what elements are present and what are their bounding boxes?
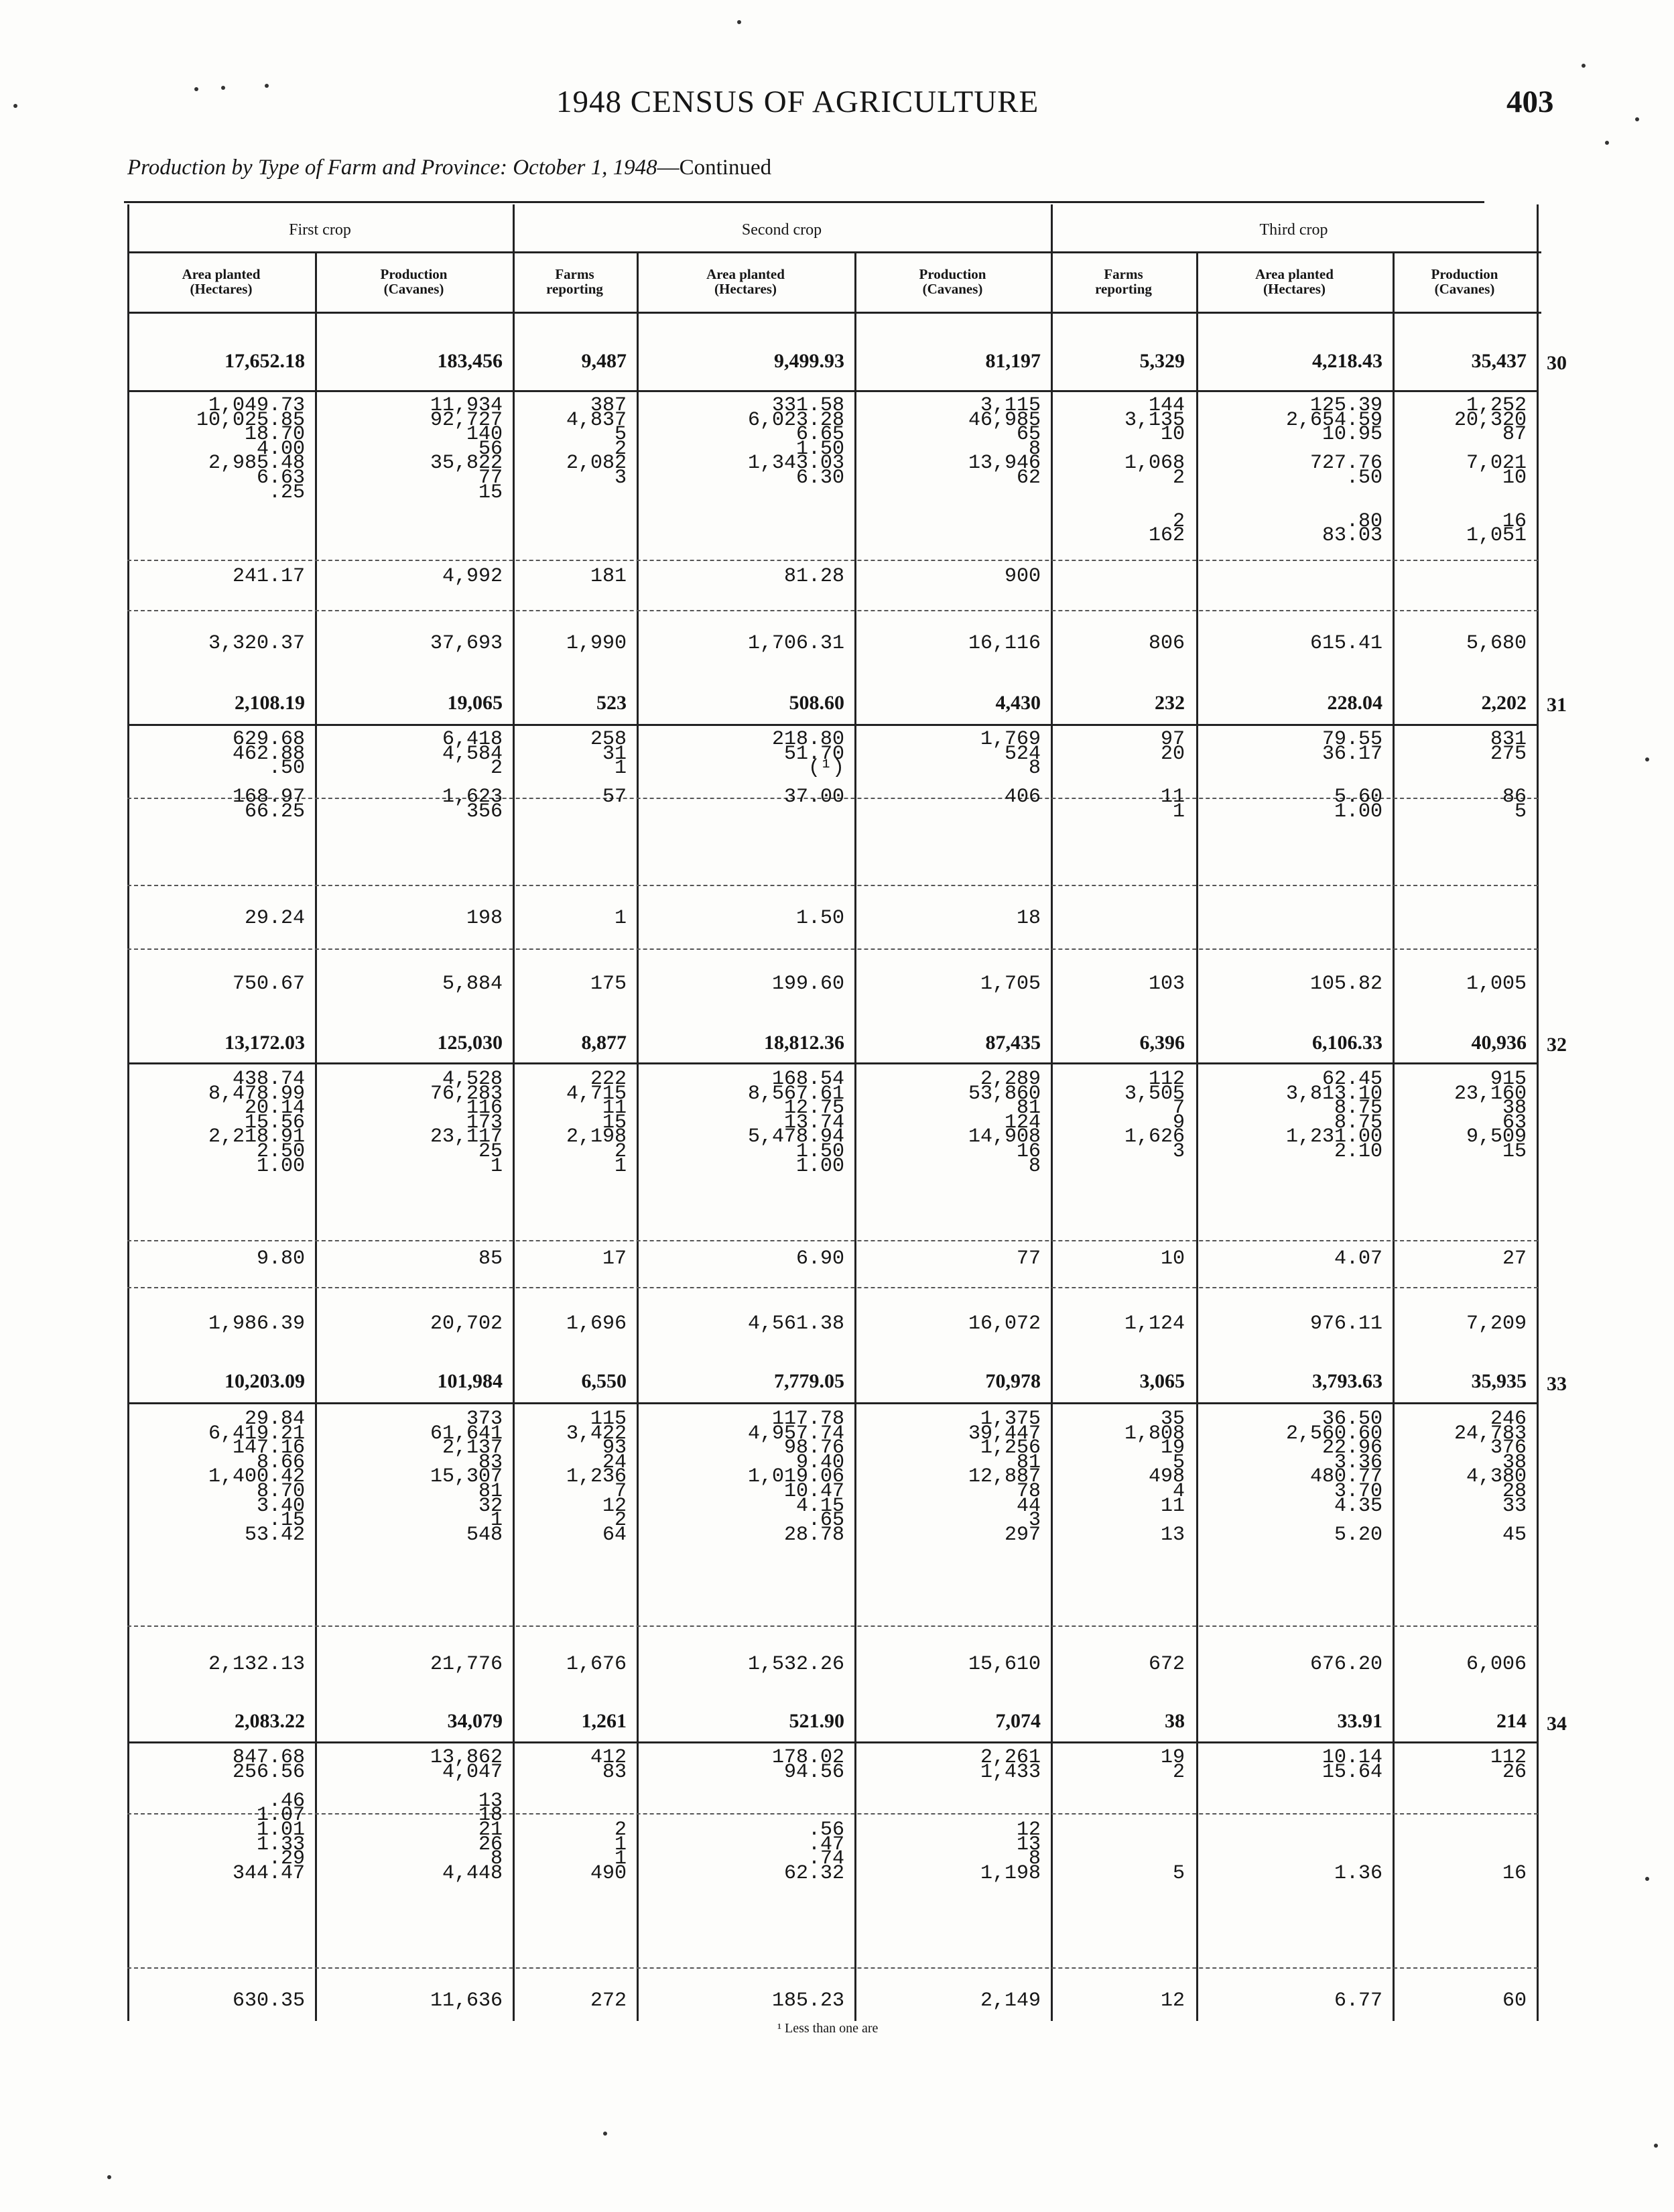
detail-cell: 6.77 [1334, 1989, 1382, 2012]
detail-cell: 976.11 [1309, 1312, 1382, 1335]
group-heading-first-crop: First crop [289, 221, 351, 239]
detail-column: 10.14 15.64 1.36 [1322, 1746, 1382, 1885]
detail-column: 178.02 94.56 .56 .47 .74 62.32 [771, 1746, 844, 1885]
header-bottom-rule [127, 312, 1541, 314]
detail-cell: 241.17 [232, 565, 305, 588]
section-rule [127, 390, 1538, 392]
total-cell: 228.04 [1327, 692, 1382, 714]
detail-column: 168.54 8,567.61 12.75 13.74 5,478.94 1.50 1.00 [747, 1068, 844, 1178]
section-rule [127, 1062, 1538, 1064]
total-cell: 40,936 [1471, 1032, 1527, 1054]
scan-speck [737, 20, 741, 24]
section-index: 33 [1547, 1373, 1567, 1395]
detail-cell: 198 [466, 907, 503, 930]
detail-column: 79.55 36.17 5.60 1.00 [1322, 728, 1382, 823]
page-title: 1948 CENSUS OF AGRICULTURE [556, 84, 1039, 119]
detail-column: 915 23,160 38 63 9,509 15 [1454, 1068, 1527, 1163]
scan-speck [603, 2132, 607, 2136]
leader-rule [127, 948, 1538, 950]
total-cell: 521.90 [789, 1710, 844, 1732]
detail-cell: 2,132.13 [208, 1653, 305, 1676]
total-cell: 7,779.05 [774, 1370, 844, 1392]
detail-cell: 20,702 [430, 1312, 503, 1335]
detail-cell: 181 [590, 565, 627, 588]
column-heading: Area planted (Hectares) [1255, 266, 1334, 297]
section-index: 32 [1547, 1034, 1567, 1056]
total-cell: 35,437 [1471, 350, 1527, 372]
total-cell: 6,106.33 [1312, 1032, 1382, 1054]
detail-cell: 17 [602, 1247, 627, 1270]
table-top-rule [124, 201, 1484, 203]
detail-column: 115 3,422 93 24 1,236 7 12 2 64 [566, 1408, 627, 1546]
scan-speck [221, 86, 225, 90]
section-index: 34 [1547, 1713, 1567, 1735]
detail-cell: 1,990 [566, 632, 627, 655]
total-cell: 81,197 [985, 350, 1041, 372]
section-rule [127, 724, 1538, 726]
detail-column: 2,261 1,433 12 13 8 1,198 [980, 1746, 1041, 1885]
detail-column: 331.58 6,023.28 6.65 1.50 1,343.03 6.30 [747, 394, 844, 489]
total-cell: 2,108.19 [235, 692, 305, 714]
detail-column: 831 275 86 5 [1490, 728, 1527, 823]
group-rule [127, 251, 1541, 253]
total-cell: 33.91 [1337, 1710, 1382, 1732]
detail-cell: 1,676 [566, 1653, 627, 1676]
total-cell: 13,172.03 [224, 1032, 305, 1054]
detail-cell: 1,005 [1466, 973, 1527, 995]
detail-column: 246 24,783 376 38 4,380 28 33 45 [1454, 1408, 1527, 1546]
total-cell: 214 [1496, 1710, 1527, 1732]
total-cell: 1,261 [581, 1710, 627, 1732]
detail-cell: 1,706.31 [747, 632, 844, 655]
detail-column: 1,049.73 10,025.85 18.70 4.00 2,985.48 6.63 .25 [196, 394, 305, 504]
detail-column: 258 31 1 57 [590, 728, 627, 809]
section-rule [127, 1402, 1538, 1404]
detail-column: 11,934 92,727 140 56 35,822 77 15 [430, 394, 503, 504]
total-cell: 3,065 [1139, 1370, 1185, 1392]
total-cell: 8,877 [581, 1032, 627, 1054]
total-cell: 34,079 [447, 1710, 503, 1732]
detail-cell: 630.35 [232, 1989, 305, 2012]
detail-cell: 5,884 [442, 973, 503, 995]
detail-cell: 272 [590, 1989, 627, 2012]
leader-rule [127, 1287, 1538, 1288]
detail-cell: 672 [1148, 1653, 1185, 1676]
detail-column: 3,115 46,985 65 8 13,946 62 [968, 394, 1041, 489]
detail-column: 112 3,505 7 9 1,626 3 [1124, 1068, 1185, 1163]
column-heading: Farms reporting [546, 266, 603, 297]
detail-cell: 3,320.37 [208, 632, 305, 655]
detail-column: 4,528 76,283 116 173 23,117 25 1 [430, 1068, 503, 1178]
column-heading: Production (Cavanes) [380, 266, 448, 297]
total-cell: 18,812.36 [764, 1032, 844, 1054]
detail-cell: 6.90 [795, 1247, 844, 1270]
detail-column: 125.39 2,654.59 10.95 727.76 .50 .80 83.03 [1285, 394, 1382, 548]
detail-cell: 105.82 [1309, 973, 1382, 995]
leader-rule [127, 1625, 1538, 1627]
total-cell: 7,074 [995, 1710, 1041, 1732]
detail-cell: 806 [1148, 632, 1185, 655]
detail-column: 62.45 3,813.10 8.75 8.75 1,231.00 2.10 [1285, 1068, 1382, 1163]
leader-rule [127, 1240, 1538, 1241]
detail-cell: 1,705 [980, 973, 1041, 995]
total-cell: 9,499.93 [774, 350, 844, 372]
detail-column: 1,769 524 8 406 [980, 728, 1041, 809]
detail-cell: 2,149 [980, 1989, 1041, 2012]
total-cell: 10,203.09 [224, 1370, 305, 1392]
table-caption: Production by Type of Farm and Province: October 1, 1948—Continued [127, 156, 772, 180]
detail-cell: 1,124 [1124, 1312, 1185, 1335]
column-heading: Area planted (Hectares) [706, 266, 785, 297]
detail-column: 1,375 39,447 1,256 81 12,887 78 44 3 297 [968, 1408, 1041, 1546]
detail-cell: 676.20 [1309, 1653, 1382, 1676]
total-cell: 38 [1165, 1710, 1185, 1732]
detail-cell: 4,992 [442, 565, 503, 588]
total-cell: 232 [1155, 692, 1185, 714]
detail-cell: 18 [1016, 907, 1041, 930]
scan-speck [1605, 141, 1609, 145]
detail-column: 19 2 5 [1160, 1746, 1185, 1885]
detail-cell: 12 [1160, 1989, 1185, 2012]
leader-rule [127, 1967, 1538, 1969]
detail-cell: 199.60 [771, 973, 844, 995]
detail-cell: 5,680 [1466, 632, 1527, 655]
total-cell: 4,430 [995, 692, 1041, 714]
detail-cell: 6,006 [1466, 1653, 1527, 1676]
total-cell: 523 [596, 692, 627, 714]
detail-column: 97 20 11 1 [1160, 728, 1185, 823]
leader-rule [127, 560, 1538, 561]
detail-cell: 77 [1016, 1247, 1041, 1270]
total-cell: 9,487 [581, 350, 627, 372]
total-cell: 5,329 [1139, 350, 1185, 372]
detail-column: 1,252 20,320 87 7,021 10 16 1,051 [1454, 394, 1527, 548]
detail-column: 218.80 51.70 (¹) 37.00 [771, 728, 844, 809]
group-heading-second-crop: Second crop [741, 221, 822, 239]
total-cell: 6,396 [1139, 1032, 1185, 1054]
detail-cell: 10 [1160, 1247, 1185, 1270]
detail-column: 412 83 2 1 1 490 [590, 1746, 627, 1885]
detail-cell: 103 [1148, 973, 1185, 995]
detail-cell: 750.67 [232, 973, 305, 995]
detail-column: 35 1,808 19 5 498 4 11 13 [1124, 1408, 1185, 1546]
footnote: ¹ Less than one are [777, 2021, 879, 2036]
detail-cell: 11,636 [430, 1989, 503, 2012]
detail-column: 112 26 16 [1490, 1746, 1527, 1885]
detail-cell: 27 [1502, 1247, 1527, 1270]
detail-cell: 60 [1502, 1989, 1527, 2012]
detail-column: 629.68 462.88 .50 168.97 66.25 [232, 728, 305, 823]
detail-column: 6,418 4,584 2 1,623 356 [442, 728, 503, 823]
detail-cell: 85 [478, 1247, 503, 1270]
column-heading: Farms reporting [1095, 266, 1152, 297]
total-cell: 17,652.18 [224, 350, 305, 372]
section-rule [127, 1741, 1538, 1743]
detail-cell: 900 [1004, 565, 1041, 588]
section-index: 31 [1547, 694, 1567, 716]
page-number: 403 [1506, 84, 1554, 119]
detail-column: 13,862 4,047 13 18 21 26 8 4,448 [430, 1746, 503, 1885]
detail-column: 387 4,837 5 2 2,082 3 [566, 394, 627, 489]
scan-speck [265, 84, 269, 88]
total-cell: 6,550 [581, 1370, 627, 1392]
column-heading: Area planted (Hectares) [182, 266, 261, 297]
leader-rule [127, 610, 1538, 611]
total-cell: 4,218.43 [1312, 350, 1382, 372]
detail-cell: 7,209 [1466, 1312, 1527, 1335]
total-cell: 3,793.63 [1312, 1370, 1382, 1392]
column-heading: Production (Cavanes) [1431, 266, 1498, 297]
detail-cell: 1,696 [566, 1312, 627, 1335]
detail-cell: 615.41 [1309, 632, 1382, 655]
detail-cell: 4,561.38 [747, 1312, 844, 1335]
detail-cell: 185.23 [771, 1989, 844, 2012]
total-cell: 87,435 [985, 1032, 1041, 1054]
detail-column: 36.50 2,560.60 22.96 3.36 480.77 3.70 4.35 5.20 [1285, 1408, 1382, 1546]
scan-speck [1654, 2144, 1658, 2148]
total-cell: 2,202 [1481, 692, 1527, 714]
scan-speck [1645, 1877, 1649, 1881]
total-cell: 2,083.22 [235, 1710, 305, 1732]
group-heading-third-crop: Third crop [1259, 221, 1328, 239]
detail-cell: 1,532.26 [747, 1653, 844, 1676]
detail-cell: 16,116 [968, 632, 1041, 655]
detail-column: 373 61,641 2,137 83 15,307 81 32 1 548 [430, 1408, 503, 1546]
leader-rule [127, 885, 1538, 886]
total-cell: 19,065 [447, 692, 503, 714]
detail-cell: 175 [590, 973, 627, 995]
scan-speck [194, 87, 198, 91]
scan-speck [107, 2175, 111, 2179]
detail-column: 222 4,715 11 15 2,198 2 1 [566, 1068, 627, 1178]
scan-speck [1582, 64, 1586, 68]
total-cell: 125,030 [437, 1032, 503, 1054]
detail-column: 2,289 53,860 81 124 14,908 16 8 [968, 1068, 1041, 1178]
detail-column: 29.84 6,419.21 147.16 8.66 1,400.42 8.70 3.40 .15 53.42 [208, 1408, 305, 1546]
detail-cell: 4.07 [1334, 1247, 1382, 1270]
detail-cell: 21,776 [430, 1653, 503, 1676]
detail-column: 438.74 8,478.99 20.14 15.56 2,218.91 2.50 1.00 [208, 1068, 305, 1178]
detail-cell: 16,072 [968, 1312, 1041, 1335]
detail-column: 117.78 4,957.74 98.76 9.40 1,019.06 10.47 4.15 .65 28.78 [747, 1408, 844, 1546]
total-cell: 508.60 [789, 692, 844, 714]
scan-speck [1645, 757, 1649, 761]
section-index: 30 [1547, 352, 1567, 374]
total-cell: 101,984 [437, 1370, 503, 1392]
detail-cell: 1,986.39 [208, 1312, 305, 1335]
column-heading: Production (Cavanes) [919, 266, 986, 297]
detail-cell: 1.50 [795, 907, 844, 930]
scan-speck [13, 104, 17, 108]
detail-cell: 37,693 [430, 632, 503, 655]
scan-speck [1635, 117, 1639, 121]
col-divider [1537, 204, 1539, 2021]
detail-cell: 15,610 [968, 1653, 1041, 1676]
detail-column: 144 3,135 10 1,068 2 2 162 [1124, 394, 1185, 548]
total-cell: 70,978 [985, 1370, 1041, 1392]
total-cell: 35,935 [1471, 1370, 1527, 1392]
total-cell: 183,456 [437, 350, 503, 372]
detail-cell: 29.24 [244, 907, 305, 930]
detail-cell: 9.80 [256, 1247, 305, 1270]
detail-cell: 81.28 [783, 565, 844, 588]
detail-column: 847.68 256.56 .46 1.07 1.01 1.33 .29 344.47 [232, 1746, 305, 1885]
detail-cell: 1 [614, 907, 627, 930]
